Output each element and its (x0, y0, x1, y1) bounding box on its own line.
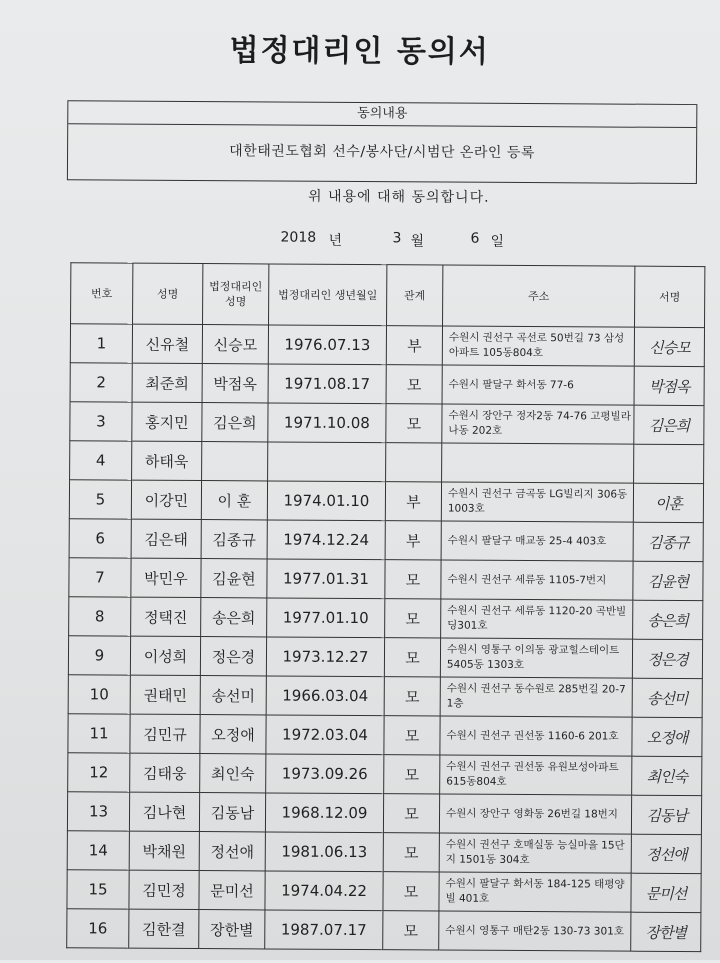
row-number: 8 (69, 597, 131, 636)
document-title: 법정대리인 동의서 (229, 33, 490, 70)
signature: 신승모 (634, 327, 704, 366)
guardian-name: 문미선 (199, 871, 265, 910)
guardian-birthdate: 1974.12.24 (267, 520, 385, 560)
table-row (70, 402, 704, 445)
row-number: 6 (69, 519, 131, 558)
row-number: 2 (70, 363, 132, 402)
relation: 모 (385, 560, 441, 599)
member-name: 이강민 (131, 480, 201, 519)
member-name: 김태웅 (130, 753, 200, 792)
address: 수원시 권선구 금곡동 LG빌리지 306동 1003호 (441, 482, 633, 522)
table-row (68, 675, 702, 718)
signature: 정은경 (632, 639, 702, 678)
member-name: 신유철 (132, 324, 202, 363)
table-row (67, 909, 701, 952)
guardian-consent-table (66, 262, 705, 952)
table-row (67, 831, 701, 874)
signature: 송은희 (633, 600, 703, 639)
address: 수원시 영통구 이의동 광교힐스테이트 5405동 1303호 (440, 638, 632, 678)
guardian-birthdate: 1977.01.31 (267, 559, 385, 599)
signature: 김윤현 (633, 561, 703, 600)
table-row (70, 363, 704, 406)
signature: 최인숙 (632, 756, 702, 795)
date-month: 3 (392, 230, 402, 247)
relation: 모 (383, 872, 439, 911)
guardian-name: 김은희 (202, 403, 268, 442)
guardian-birthdate: 1968.12.09 (265, 793, 383, 833)
address: 수원시 팔달구 매교동 25-4 403호 (441, 521, 633, 561)
guardian-birthdate: 1971.08.17 (268, 364, 386, 404)
address: 수원시 영통구 매탄2동 130-73 301호 (439, 911, 631, 951)
signature: 김종규 (633, 522, 703, 561)
row-number: 4 (70, 441, 132, 480)
relation: 모 (386, 365, 442, 404)
guardian-name: 김동남 (199, 793, 265, 832)
date-day: 6 (470, 230, 480, 247)
guardian-birthdate: 1966.03.04 (266, 676, 384, 716)
row-number: 5 (69, 480, 131, 519)
row-number: 15 (67, 870, 129, 909)
date-year-unit: 년 (328, 232, 343, 249)
relation: 부 (386, 326, 442, 365)
guardian-name: 오정애 (200, 715, 266, 754)
signature: 이훈 (633, 483, 703, 522)
consent-header: 동의내용 (68, 101, 696, 128)
signature: 정선애 (631, 834, 701, 873)
address: 수원시 장안구 영화동 26번길 18번지 (439, 794, 631, 834)
member-name: 하태욱 (132, 441, 202, 480)
guardian-name: 장한별 (199, 910, 265, 949)
member-name: 김한결 (129, 909, 199, 948)
guardian-name: 김종규 (201, 520, 267, 559)
row-number: 16 (67, 909, 129, 948)
guardian-name: 정선애 (199, 832, 265, 871)
guardian-birthdate: 1974.01.10 (267, 481, 385, 521)
relation: 모 (384, 677, 440, 716)
address: 수원시 권선구 동수원로 285번길 20-7 1층 (440, 677, 632, 717)
address: 수원시 권선구 곡선로 50번길 73 삼성아파트 105동804호 (442, 326, 634, 366)
guardian-name (202, 442, 268, 481)
member-name: 박민우 (131, 558, 201, 597)
signature: 오정애 (632, 717, 702, 756)
header-guardian-birth: 법정대리인 생년월일 (269, 264, 387, 326)
guardian-name: 정은경 (200, 637, 266, 676)
address: 수원시 권선구 권선동 유원보성아파트 615동804호 (440, 755, 632, 795)
member-name: 이성희 (130, 636, 200, 675)
header-signature: 서명 (635, 266, 705, 327)
guardian-birthdate: 1973.09.26 (266, 754, 384, 794)
guardian-name: 박점옥 (202, 364, 268, 403)
relation: 부 (385, 482, 441, 521)
row-number: 13 (67, 792, 129, 831)
guardian-birthdate: 1976.07.13 (268, 325, 386, 365)
relation: 모 (386, 404, 442, 443)
relation: 모 (385, 599, 441, 638)
member-name: 홍지민 (132, 402, 202, 441)
address: 수원시 권선구 세류동 1120-20 곡반빌딩301호 (441, 599, 633, 639)
table-row (68, 636, 702, 679)
consent-content-box (67, 100, 697, 184)
guardian-name: 이 훈 (201, 481, 267, 520)
address (442, 443, 634, 483)
address: 수원시 팔달구 화서동 184-125 태평양빌 401호 (439, 872, 631, 912)
table-row (69, 480, 703, 523)
signature: 김은희 (634, 405, 704, 444)
guardian-name: 김윤현 (201, 559, 267, 598)
date-day-unit: 일 (490, 233, 505, 250)
guardian-birthdate: 1972.03.04 (266, 715, 384, 755)
address: 수원시 권선구 권선동 1160-6 201호 (440, 716, 632, 756)
date-year: 2018 (280, 229, 317, 246)
guardian-birthdate: 1987.07.17 (265, 910, 383, 950)
consent-content: 대한태권도협회 선수/봉사단/시범단 온라인 등록 (229, 143, 535, 162)
relation: 모 (383, 911, 439, 950)
row-number: 12 (68, 753, 130, 792)
table-row (68, 753, 702, 796)
header-relation: 관계 (387, 265, 443, 326)
table-row (70, 324, 704, 367)
address: 수원시 권선구 세류동 1105-7번지 (441, 560, 633, 600)
member-name: 권태민 (130, 675, 200, 714)
guardian-birthdate: 1971.10.08 (268, 403, 386, 443)
guardian-name: 신승모 (202, 325, 268, 364)
relation: 모 (384, 755, 440, 794)
signature (634, 444, 704, 483)
table-row (68, 714, 702, 757)
guardian-name: 송선미 (200, 676, 266, 715)
member-name: 최준희 (132, 363, 202, 402)
row-number: 14 (67, 831, 129, 870)
member-name: 김나현 (129, 792, 199, 831)
relation: 모 (383, 794, 439, 833)
address: 수원시 권선구 호매실동 능실마을 15단지 1501동 304호 (439, 833, 631, 873)
member-name: 정택진 (131, 597, 201, 636)
guardian-birthdate: 1977.01.10 (267, 598, 385, 638)
member-name: 김민정 (129, 870, 199, 909)
guardian-birthdate (268, 442, 386, 482)
member-name: 김민규 (130, 714, 200, 753)
row-number: 7 (69, 558, 131, 597)
table-row (69, 519, 703, 562)
table-header-row (71, 263, 705, 328)
header-name: 성명 (133, 263, 203, 324)
relation (386, 443, 442, 482)
signature: 장한별 (631, 912, 701, 951)
member-name: 박채원 (129, 831, 199, 870)
header-address: 주소 (443, 265, 635, 327)
row-number: 11 (68, 714, 130, 753)
relation: 모 (384, 638, 440, 677)
table-row (67, 792, 701, 835)
row-number: 3 (70, 402, 132, 441)
signature: 박점옥 (634, 366, 704, 405)
guardian-birthdate: 1973.12.27 (266, 637, 384, 677)
member-name: 김은태 (131, 519, 201, 558)
signature: 문미선 (631, 873, 701, 912)
guardian-name: 송은희 (201, 598, 267, 637)
signature: 김동남 (631, 795, 701, 834)
guardian-birthdate: 1981.06.13 (265, 832, 383, 872)
agreement-statement: 위 내용에 대해 동의합니다. (307, 188, 490, 206)
guardian-birthdate: 1974.04.22 (265, 871, 383, 911)
header-guardian-name: 법정대리인 성명 (203, 264, 269, 325)
address: 수원시 팔달구 화서동 77-6 (442, 365, 634, 405)
row-number: 9 (68, 636, 130, 675)
table-row (67, 870, 701, 913)
header-no: 번호 (71, 263, 133, 324)
row-number: 1 (70, 324, 132, 363)
relation: 모 (383, 833, 439, 872)
relation: 모 (384, 716, 440, 755)
table-row (69, 597, 703, 640)
signature: 송선미 (632, 678, 702, 717)
row-number: 10 (68, 675, 130, 714)
address: 수원시 장안구 정자2동 74-76 고평빌라 나동 202호 (442, 404, 634, 444)
relation: 부 (385, 521, 441, 560)
table-row (70, 441, 704, 484)
document-date (280, 229, 581, 250)
date-month-unit: 월 (410, 233, 425, 250)
table-row (69, 558, 703, 601)
guardian-name: 최인숙 (200, 754, 266, 793)
